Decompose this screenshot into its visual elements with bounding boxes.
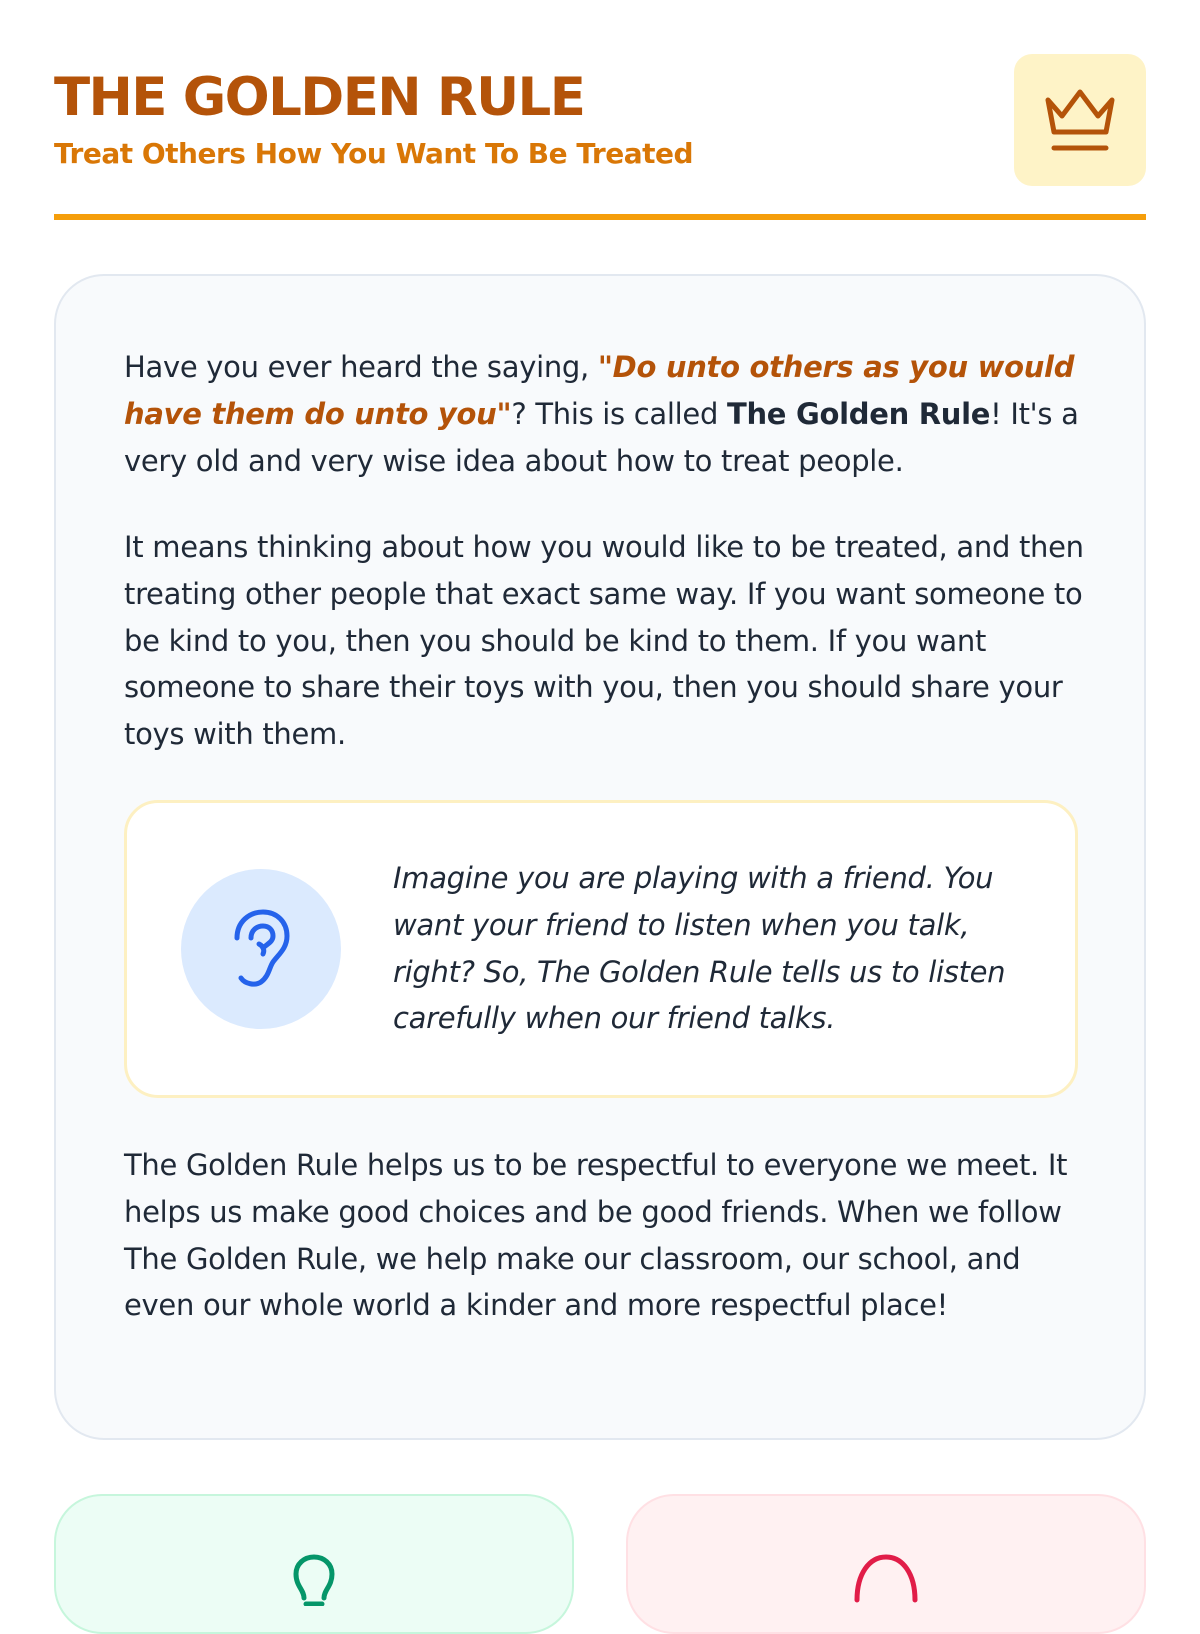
intro-paragraph: Have you ever heard the saying, "Do unto others as you would have them do unto you"? This is called The Golden Rule! It's a very old and very wise idea about how to treat people. xyxy=(124,350,1079,478)
ear-icon-circle xyxy=(181,869,341,1029)
balloon-icon xyxy=(853,1554,919,1606)
meaning-paragraph: It means thinking about how you would like to be treated, and then treating other people that exact same way. If you want someone to be kind to you, then you should be kind to them. If you want someone to share their toys with you, then you should share your toys with them. xyxy=(124,530,1084,752)
page-header xyxy=(54,54,1146,220)
lightbulb-icon xyxy=(292,1554,336,1606)
example-text: Imagine you are playing with a friend. You want your friend to listen when you talk, right? So, The Golden Rule tells us to listen carefully when our friend talks. xyxy=(393,861,1006,1036)
ear-icon xyxy=(229,908,293,990)
tip-card-green xyxy=(54,1494,574,1634)
page-title: THE GOLDEN RULE xyxy=(54,67,585,128)
golden-rule-card xyxy=(54,274,1146,1440)
golden-rule-term: The Golden Rule xyxy=(726,396,991,431)
crown-badge xyxy=(1014,54,1146,186)
tip-card-red xyxy=(626,1494,1146,1634)
golden-rule-quote: "Do unto others as you would have them do unto you" xyxy=(124,350,1075,431)
conclusion-paragraph: The Golden Rule helps us to be respectful to everyone we meet. It helps us make good choices and be good friends. When we follow The Golden Rule, we help make our classroom, our school, and even our whole world a kinder and more respectful place! xyxy=(124,1148,1068,1323)
example-callout xyxy=(124,800,1078,1098)
crown-icon xyxy=(1042,86,1118,154)
page-subtitle: Treat Others How You Want To Be Treated xyxy=(54,137,694,170)
